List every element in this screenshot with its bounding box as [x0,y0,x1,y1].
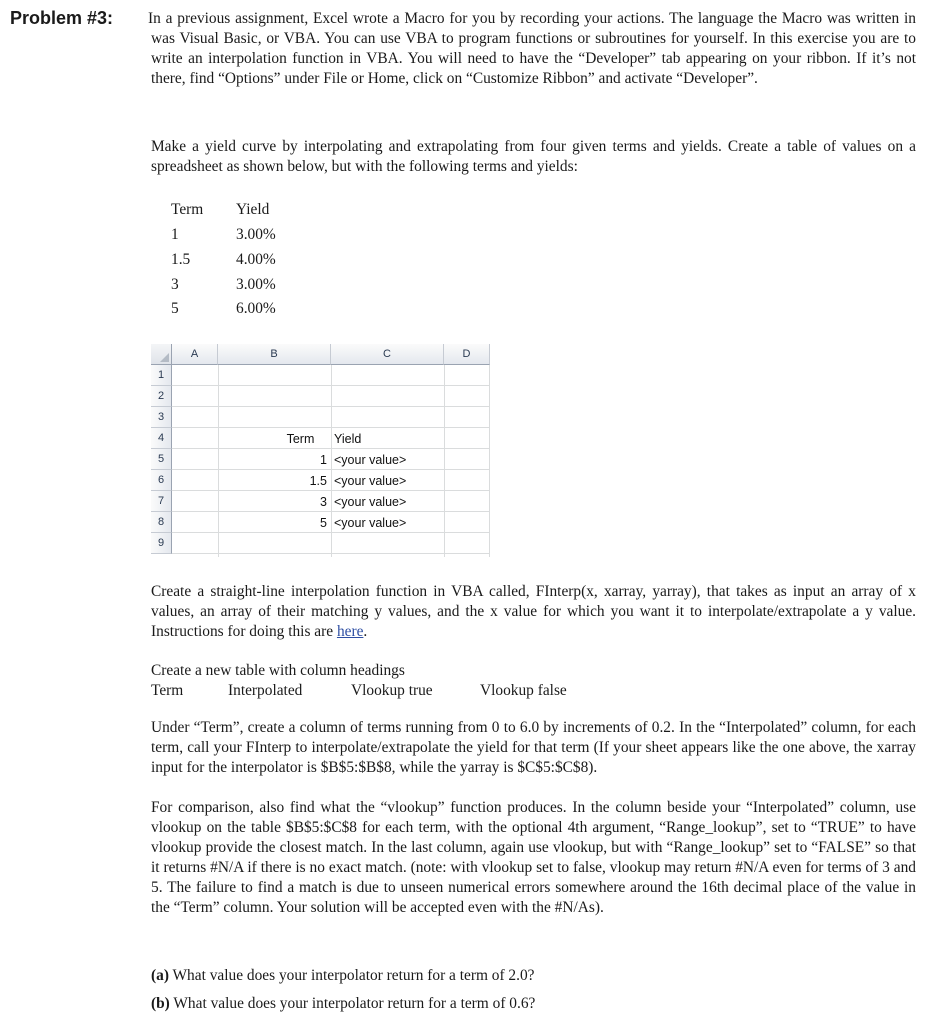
question-b [151,994,535,1014]
heading-vlookup-true: Vlookup true [351,682,433,699]
heading-interpolated: Interpolated [228,682,303,699]
column-header-d: D [444,344,490,365]
cell-b5: 1 [320,453,327,467]
under-term-paragraph: Under “Term”, create a column of terms running from 0 to 6.0 by increments of 0.2. In the “Interpolated” column, for each term, call your FInterp to interpolate/extrapolate the yield for that term (If your sheet appears like the one above, the xarray input for the interpolator is $B$5:$B$8, while the yarray is $C$5:$C$8). [151,719,916,776]
cell-c6: <your value> [334,474,407,488]
question-a-label: (a) [151,967,169,984]
term-value: 1.5 [171,251,191,268]
grid-line [172,427,490,428]
row-header-5: 5 [151,449,172,470]
yield-value: 4.00% [236,251,276,268]
question-a [151,966,535,986]
yield-heading: Yield [236,201,270,218]
grid-line [172,469,490,470]
term-value: 3 [171,276,179,293]
grid-line [172,448,490,449]
cell-c5: <your value> [334,453,407,467]
comparison-paragraph: For comparison, also find what the “vlookup” function produces. In the column beside your “Interpolated” column, use vlookup on the table $B$5:$C$8 for each term, with the optional 4th argument, “Range_lookup”, set to “TRUE” to have vlookup provide the closest match. In the last column, again use vlookup, but with “Range_lookup” set to “FALSE” so that it returns #N/A if there is no exact match. (note: with vlookup set to false, vlookup may return #N/A even for terms of 3 and 5. The failure to find a match is due to unseen numerical errors somewhere around the 16th decimal place of the value in the “Term” column. Your solution will be accepted even with the #N/As). [151,799,916,916]
grid-line [444,365,445,557]
grid-line [331,365,332,557]
problem-label: Problem #3: [10,8,114,28]
cell-b4-term: Term [286,432,315,446]
row-header-4: 4 [151,428,172,449]
term-value: 5 [171,300,179,317]
column-header-b: B [218,344,331,365]
grid-line [172,385,490,386]
cell-b6: 1.5 [309,474,327,488]
interp-text: Create a straight-line interpolation function in VBA called, FInterp(x, xarray, yarray), that takes as input an array of x values, an array of their matching y values, and the x value for which you want it to interpolate/extrapolate a y value. Instructions for doing this are [151,583,916,640]
row-header-9: 9 [151,533,172,554]
grid-line [172,553,490,554]
grid-line [172,406,490,407]
row-header-6: 6 [151,470,172,491]
cell-c7: <your value> [334,495,407,509]
term-heading: Term [171,201,204,218]
question-b-label: (b) [151,995,170,1012]
row-header-1: 1 [151,365,172,386]
term-value: 1 [171,226,179,243]
yield-value: 3.00% [236,226,276,243]
cell-c8: <your value> [334,516,407,530]
row-header-8: 8 [151,512,172,533]
grid-line [489,365,490,557]
grid-line [172,511,490,512]
row-header-3: 3 [151,407,172,428]
intro-paragraph: In a previous assignment, Excel wrote a Macro for you by recording your actions. The language the Macro was written in was Visual Basic, or VBA. You can use VBA to program functions or subroutines for yourself. In this exercise you are to write an interpolation function in VBA. You will need to have the “Developer” tab appearing on your ribbon. If it’s not there, find “Options” under File or Home, click on “Customize Ribbon” and activate “Developer”. [148,10,916,87]
interp-text-end: . [363,623,368,640]
cell-c4-yield: Yield [334,432,362,446]
instructions-link[interactable]: here [336,623,364,640]
question-a-text: What value does your interpolator return for a term of 2.0? [172,967,535,984]
grid-line [172,490,490,491]
row-header-7: 7 [151,491,172,512]
heading-vlookup-false: Vlookup false [480,682,567,699]
column-header-a: A [172,344,218,365]
cell-b7: 3 [320,495,327,509]
heading-term: Term [151,682,184,699]
grid-line [218,365,219,557]
yield-value: 6.00% [236,300,276,317]
yield-value: 3.00% [236,276,276,293]
spreadsheet-screenshot [151,344,490,557]
column-header-c: C [331,344,444,365]
interp-paragraph [151,582,916,642]
select-all-corner [151,344,172,365]
question-b-text: What value does your interpolator return for a term of 0.6? [173,995,536,1012]
row-header-2: 2 [151,386,172,407]
cell-b8: 5 [320,516,327,530]
new-table-intro: Create a new table with column headings [151,662,405,679]
yield-curve-paragraph: Make a yield curve by interpolating and extrapolating from four given terms and yields. Create a table of values on a spreadsheet as shown below, but with the following terms and yields: [151,138,916,175]
grid-line [172,532,490,533]
